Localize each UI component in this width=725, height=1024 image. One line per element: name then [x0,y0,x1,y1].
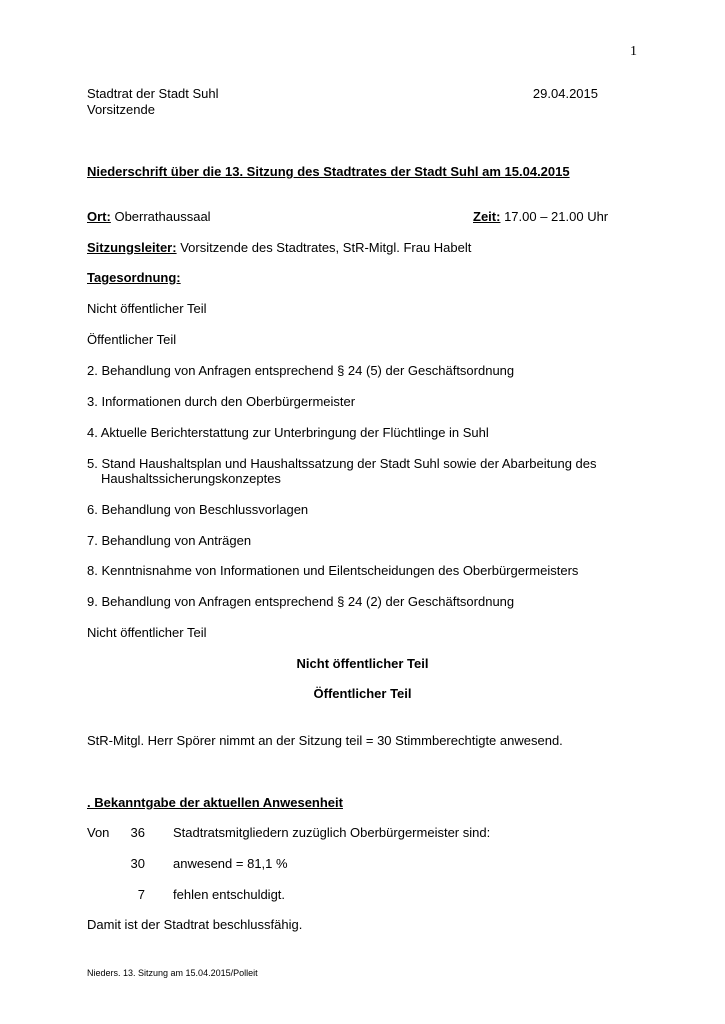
meta-leiter [87,240,471,256]
agenda-item: Öffentlicher Teil [87,332,177,347]
present-count: 30 [130,856,145,871]
section-heading-oeffentlich: Öffentlicher Teil [313,686,412,701]
anwesenheit-heading: . Bekanntgabe der aktuellen Anwesenheit [87,795,343,810]
zeit-label: Zeit: [473,209,501,224]
absent-text: fehlen entschuldigt. [173,887,286,902]
page-number: 1 [630,44,637,59]
agenda-item: 4. Aktuelle Berichterstattung zur Unterbringung der Flüchtlinge in Suhl [87,425,489,440]
ort-value: Oberrathaussaal [110,209,211,224]
agenda-item: Nicht öffentlicher Teil [87,301,207,316]
agenda-item: Nicht öffentlicher Teil [87,625,207,640]
document-title: Niederschrift über die 13. Sitzung des Stadtrates der Stadt Suhl am 15.04.2015 [87,164,570,179]
header-org: Stadtrat der Stadt Suhl [87,86,219,101]
meta-ort [87,209,211,225]
footer: Nieders. 13. Sitzung am 15.04.2015/Polleit [87,968,258,978]
agenda-item: 9. Behandlung von Anfragen entsprechend § 24 (2) der Geschäftsordnung [87,594,515,609]
agenda-item-continuation: Haushaltssicherungskonzeptes [101,471,281,486]
total-text: Stadtratsmitgliedern zuzüglich Oberbürgermeister sind: [173,825,491,840]
agenda-item: 5. Stand Haushaltsplan und Haushaltssatzung der Stadt Suhl sowie der Abarbeitung des [87,456,597,471]
agenda-item: 8. Kenntnisnahme von Informationen und Eilentscheidungen des Oberbürgermeisters [87,563,579,578]
meta-zeit [473,209,608,225]
ort-label: Ort: [87,209,111,224]
total-count: 36 [130,825,145,840]
leiter-value: Vorsitzende des Stadtrates, StR-Mitgl. Frau Habelt [176,240,472,255]
absent-count: 7 [137,887,145,902]
present-text: anwesend = 81,1 % [173,856,288,871]
agenda-heading: Tagesordnung: [87,270,181,285]
von-label: Von [87,825,110,840]
agenda-item: 7. Behandlung von Anträgen [87,533,252,548]
header-role: Vorsitzende [87,102,155,117]
conclusion: Damit ist der Stadtrat beschlussfähig. [87,917,303,932]
leiter-label: Sitzungsleiter: [87,240,177,255]
section-heading-nicht-oeffentlich: Nicht öffentlicher Teil [296,656,429,671]
agenda-item: 6. Behandlung von Beschlussvorlagen [87,502,309,517]
header-date: 29.04.2015 [532,86,598,101]
attendance-note: StR-Mitgl. Herr Spörer nimmt an der Sitzung teil = 30 Stimmberechtigte anwesend. [87,733,563,748]
agenda-item: 3. Informationen durch den Oberbürgermeister [87,394,356,409]
zeit-value: 17.00 – 21.00 Uhr [500,209,609,224]
agenda-item: 2. Behandlung von Anfragen entsprechend § 24 (5) der Geschäftsordnung [87,363,515,378]
